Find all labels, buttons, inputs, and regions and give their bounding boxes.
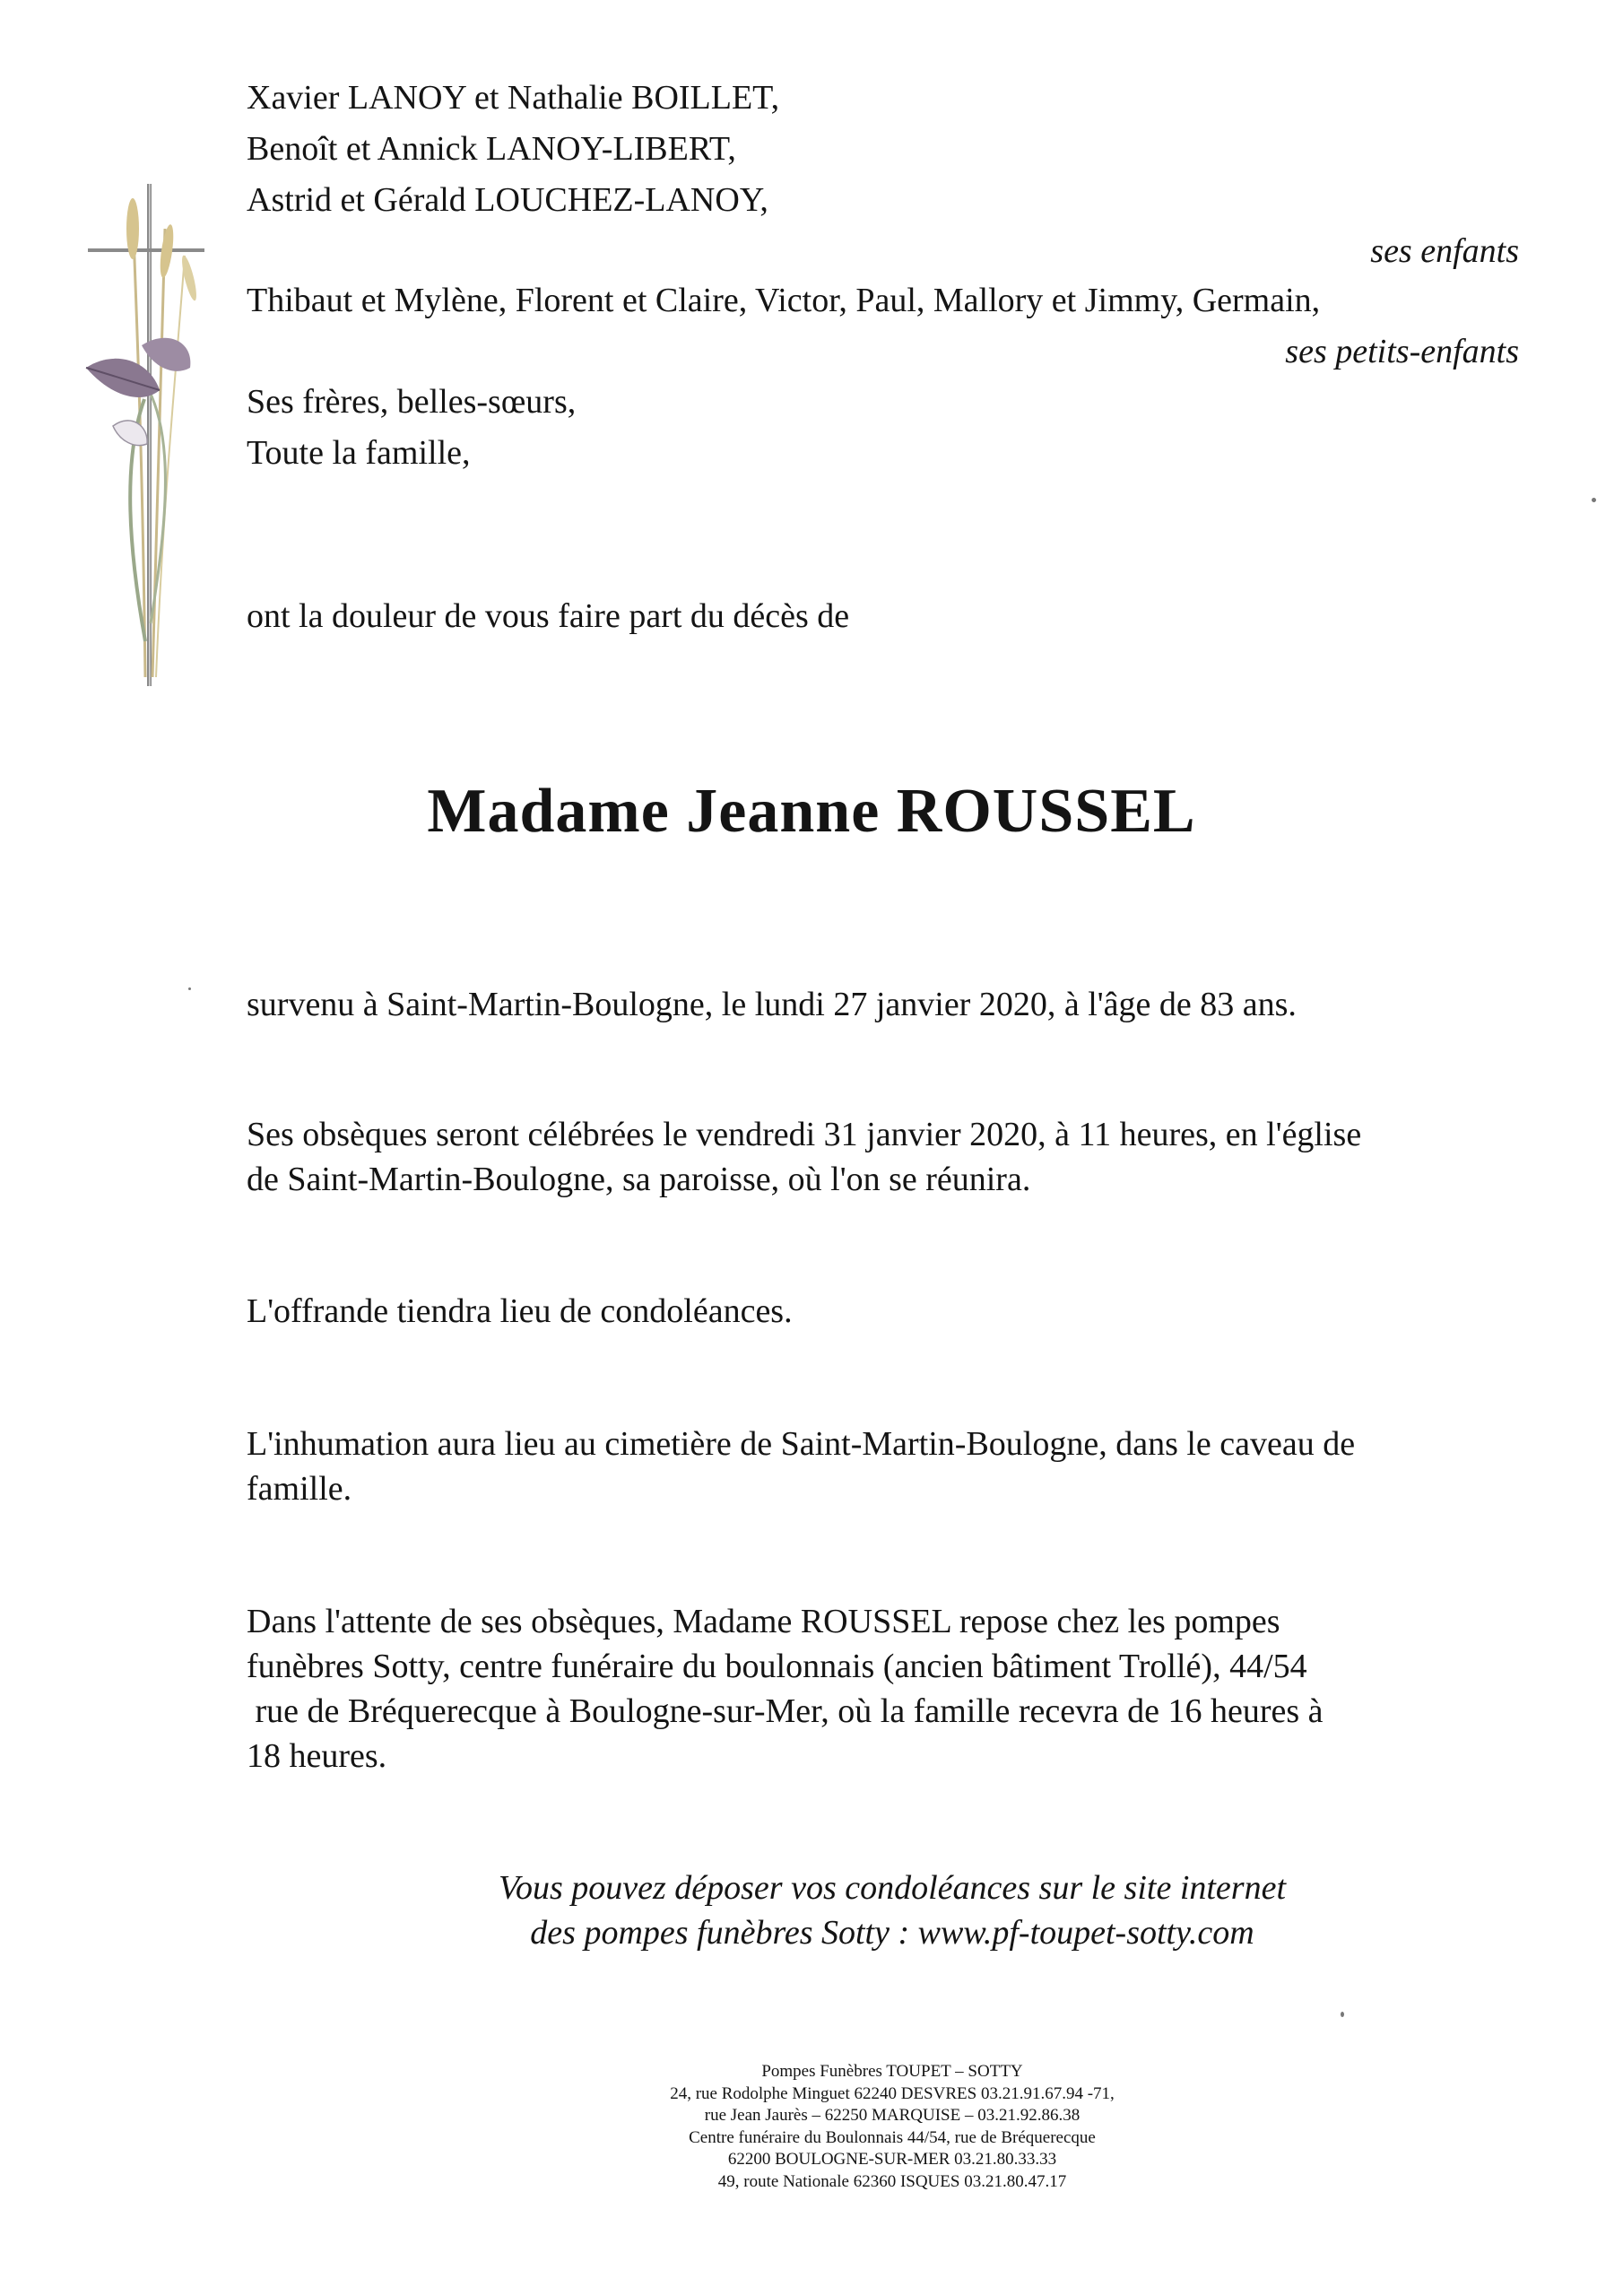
repose-line: 18 heures.	[247, 1737, 387, 1775]
death-details: survenu à Saint-Martin-Boulogne, le lundi 27 janvier 2020, à l'âge de 83 ans.	[247, 986, 1297, 1023]
footer-line: 24, rue Rodolphe Minguet 62240 DESVRES 03.21.91.67.94 -71,	[670, 2083, 1115, 2103]
burial-line: famille.	[247, 1470, 352, 1508]
burial-line: L'inhumation aura lieu au cimetière de Saint-Martin-Boulogne, dans le caveau de	[247, 1425, 1356, 1463]
family-children-line: Xavier LANOY et Nathalie BOILLET,	[247, 79, 780, 117]
repose-line: funèbres Sotty, centre funéraire du boulonnais (ancien bâtiment Trollé), 44/54	[247, 1648, 1307, 1685]
family-children-line: Astrid et Gérald LOUCHEZ-LANOY,	[247, 181, 768, 219]
footer-line: rue Jean Jaurès – 62250 MARQUISE – 03.21.92.86.38	[704, 2106, 1081, 2125]
footer-line: 49, route Nationale 62360 ISQUES 03.21.80.47.17	[717, 2171, 1067, 2191]
funeral-line: Ses obsèques seront célébrées le vendredi 31 janvier 2020, à 11 heures, en l'église	[247, 1116, 1362, 1153]
footer-line: Centre funéraire du Boulonnais 44/54, rue de Bréquerecque	[689, 2127, 1096, 2147]
scan-speck	[188, 987, 191, 990]
family-line: Toute la famille,	[247, 434, 471, 472]
footer-line: 62200 BOULOGNE-SUR-MER 03.21.80.33.33	[727, 2150, 1057, 2169]
announcement: ont la douleur de vous faire part du décès de	[247, 597, 850, 635]
repose-line: Dans l'attente de ses obsèques, Madame ROUSSEL repose chez les pompes	[247, 1603, 1280, 1640]
grandchildren-label: ses petits-enfants	[1285, 333, 1519, 370]
children-label: ses enfants	[1370, 232, 1519, 270]
repose-line: rue de Bréquerecque à Boulogne-sur-Mer, où la famille recevra de 16 heures à	[247, 1692, 1324, 1730]
scan-speck	[1341, 2012, 1344, 2017]
condolences-line: des pompes funèbres Sotty : www.pf-toupet-sotty.com	[530, 1914, 1254, 1952]
siblings-line: Ses frères, belles-sœurs,	[247, 383, 577, 421]
deceased-name: Madame Jeanne ROUSSEL	[427, 777, 1196, 846]
funeral-home-footer	[0, 2061, 1623, 2193]
family-children-line: Benoît et Annick LANOY-LIBERT,	[247, 130, 736, 168]
offering-line: L'offrande tiendra lieu de condoléances.	[247, 1292, 793, 1330]
cross-lily-decoration-icon	[59, 175, 239, 686]
condolences-line: Vous pouvez déposer vos condoléances sur le site internet	[498, 1869, 1287, 1907]
grandchildren-line: Thibaut et Mylène, Florent et Claire, Victor, Paul, Mallory et Jimmy, Germain,	[247, 282, 1321, 319]
scan-speck	[1592, 498, 1596, 502]
funeral-line: de Saint-Martin-Boulogne, sa paroisse, où l'on se réunira.	[247, 1161, 1031, 1198]
footer-line: Pompes Funèbres TOUPET – SOTTY	[761, 2062, 1023, 2081]
